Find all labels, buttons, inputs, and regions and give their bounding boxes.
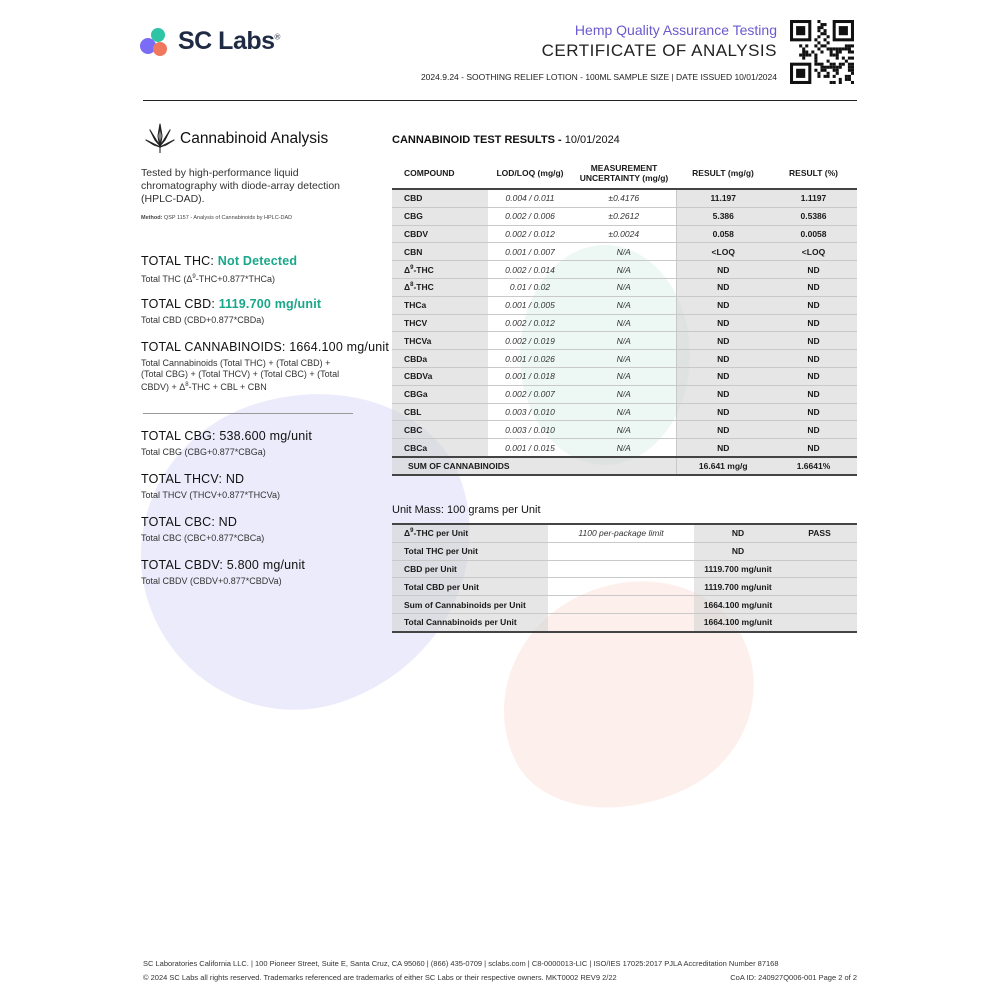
uncertainty-cell: N/A (572, 367, 676, 385)
uncertainty-cell: N/A (572, 278, 676, 296)
uncertainty-cell: N/A (572, 332, 676, 350)
unit-label: Sum of Cannabinoids per Unit (392, 596, 548, 614)
unit-value: 1664.100 mg/unit (694, 596, 782, 614)
unit-value: 1664.100 mg/unit (694, 613, 782, 631)
compound-name: CBGa (392, 385, 488, 403)
uncertainty-cell: ±0.4176 (572, 189, 676, 207)
result-pct-cell: ND (770, 439, 857, 457)
header-divider (143, 100, 857, 101)
compound-name: THCa (392, 296, 488, 314)
total-cbg-heading: TOTAL CBG: 538.600 mg/unit (141, 429, 313, 443)
unit-label: Total THC per Unit (392, 542, 548, 560)
unit-row (392, 524, 857, 542)
lod-loq-cell: 0.002 / 0.006 (488, 207, 572, 225)
result-mg-cell: ND (676, 261, 770, 279)
uncertainty-cell: N/A (572, 385, 676, 403)
table-row (392, 367, 857, 385)
total-cbc-heading: TOTAL CBC: ND (141, 515, 238, 529)
footer-copyright: © 2024 SC Labs all rights reserved. Trademarks referenced are trademarks of either SC Labs or their respective owners. MKT0002 REV9 2/22 (143, 973, 617, 982)
lod-loq-cell: 0.002 / 0.012 (488, 314, 572, 332)
compound-name: CBDVa (392, 367, 488, 385)
results-title: CANNABINOID TEST RESULTS - 10/01/2024 (392, 134, 620, 146)
cannabis-leaf-icon (145, 122, 175, 154)
result-pct-cell: ND (770, 314, 857, 332)
unit-status (782, 613, 857, 631)
uncertainty-cell: N/A (572, 296, 676, 314)
compound-name: CBN (392, 243, 488, 261)
result-pct-cell: ND (770, 350, 857, 368)
sample-subheader: 2024.9.24 - SOOTHING RELIEF LOTION - 100ML SAMPLE SIZE | DATE ISSUED 10/01/2024 (420, 72, 777, 82)
lod-loq-cell: 0.002 / 0.014 (488, 261, 572, 279)
sum-mg-cell: 16.641 mg/g (676, 457, 770, 475)
sum-row (392, 457, 857, 475)
result-pct-cell: 0.0058 (770, 225, 857, 243)
unit-label: $\Delta^9$-THC per Unit (392, 524, 548, 542)
logo-text: SC Labs (178, 27, 275, 55)
result-mg-cell: 11.197 (676, 189, 770, 207)
result-pct-cell: ND (770, 278, 857, 296)
result-mg-cell: ND (676, 332, 770, 350)
compound-name: CBCa (392, 439, 488, 457)
unit-limit (548, 578, 694, 596)
result-mg-cell: ND (676, 296, 770, 314)
table-row (392, 278, 857, 296)
qr-code-icon[interactable] (790, 20, 854, 84)
unit-value: ND (694, 542, 782, 560)
method-description: Tested by high-performance liquid chromatography with diode-array detection (HPLC-DAD). (141, 167, 341, 205)
table-row (392, 421, 857, 439)
lod-loq-cell: 0.001 / 0.015 (488, 439, 572, 457)
result-pct-cell: ND (770, 261, 857, 279)
total-cannabinoids-formula: Total Cannabinoids (Total THC) + (Total CBD) + (Total CBG) + (Total THCV) + (Total CBC) + (Total CBDV) + $\Delta^8$-THC + CBL + CBN (141, 358, 340, 392)
unit-status (782, 578, 857, 596)
result-mg-cell: 5.386 (676, 207, 770, 225)
total-cbd-formula: Total CBD (CBD+0.877*CBDa) (141, 315, 265, 325)
lod-loq-cell: 0.004 / 0.011 (488, 189, 572, 207)
total-cbc-formula: Total CBC (CBC+0.877*CBCa) (141, 533, 265, 543)
col-compound: COMPOUND (404, 168, 455, 178)
total-cbg-formula: Total CBG (CBG+0.877*CBGa) (141, 447, 266, 457)
result-mg-cell: ND (676, 385, 770, 403)
result-pct-cell: ND (770, 403, 857, 421)
total-cbdv-heading: TOTAL CBDV: 5.800 mg/unit (141, 558, 306, 572)
uncertainty-cell: N/A (572, 261, 676, 279)
unit-value: 1119.700 mg/unit (694, 578, 782, 596)
sum-label: SUM OF CANNABINOIDS (392, 457, 676, 475)
compound-name: THCV (392, 314, 488, 332)
table-row (392, 225, 857, 243)
col-uncertainty: MEASUREMENT UNCERTAINTY (mg/g) (579, 163, 669, 183)
unit-row (392, 542, 857, 560)
unit-mass-title: Unit Mass: 100 grams per Unit (392, 504, 541, 516)
left-divider (143, 413, 353, 414)
uncertainty-cell: N/A (572, 403, 676, 421)
unit-status (782, 560, 857, 578)
table-row (392, 332, 857, 350)
total-cannabinoids-heading: TOTAL CANNABINOIDS: 1664.100 mg/unit (141, 340, 390, 354)
result-mg-cell: ND (676, 314, 770, 332)
table-row (392, 261, 857, 279)
total-cbd-heading: TOTAL CBD: 1119.700 mg/unit (141, 297, 322, 311)
unit-status (782, 542, 857, 560)
result-mg-cell: ND (676, 421, 770, 439)
compound-name: CBC (392, 421, 488, 439)
unit-label: CBD per Unit (392, 560, 548, 578)
unit-limit (548, 613, 694, 631)
total-cbd-value: 1119.700 mg/unit (218, 297, 322, 311)
uncertainty-cell: N/A (572, 350, 676, 368)
footer-coa-id: CoA ID: 240927Q006-001 Page 2 of 2 (730, 973, 857, 982)
lod-loq-cell: 0.003 / 0.010 (488, 403, 572, 421)
table-row (392, 243, 857, 261)
table-row (392, 207, 857, 225)
result-pct-cell: ND (770, 385, 857, 403)
lod-loq-cell: 0.001 / 0.007 (488, 243, 572, 261)
cannabinoid-results-table (392, 158, 857, 476)
unit-row (392, 613, 857, 631)
uncertainty-cell: N/A (572, 439, 676, 457)
unit-row (392, 560, 857, 578)
hemp-qa-title: Hemp Quality Assurance Testing (574, 22, 777, 38)
cannabinoid-analysis-title: Cannabinoid Analysis (180, 130, 329, 147)
result-mg-cell: ND (676, 367, 770, 385)
uncertainty-cell: ±0.2612 (572, 207, 676, 225)
table-row (392, 403, 857, 421)
result-pct-cell: ND (770, 332, 857, 350)
uncertainty-cell: N/A (572, 314, 676, 332)
compound-name: CBL (392, 403, 488, 421)
result-mg-cell: ND (676, 403, 770, 421)
total-thcv-formula: Total THCV (THCV+0.877*THCVa) (141, 490, 280, 500)
footer-address: SC Laboratories California LLC. | 100 Pioneer Street, Suite E, Santa Cruz, CA 95060 | (866) 435-0709 | sclabs.com | C8-0000013-LIC | ISO/IES 17025:2017 PJLA Accreditation Number 87168 (143, 959, 779, 968)
unit-status (782, 596, 857, 614)
lod-loq-cell: 0.001 / 0.005 (488, 296, 572, 314)
col-result-pct: RESULT (%) (789, 168, 838, 178)
unit-results-table (392, 523, 857, 633)
col-result-mg: RESULT (mg/g) (692, 168, 754, 178)
logo-registered-mark: ® (274, 32, 280, 42)
uncertainty-cell: ±0.0024 (572, 225, 676, 243)
lod-loq-cell: 0.002 / 0.007 (488, 385, 572, 403)
compound-name: $\Delta^9$-THC (392, 261, 488, 279)
unit-limit (548, 596, 694, 614)
lod-loq-cell: 0.002 / 0.012 (488, 225, 572, 243)
unit-limit: 1100 per-package limit (548, 524, 694, 542)
result-pct-cell: ND (770, 296, 857, 314)
compound-name: $\Delta^8$-THC (392, 278, 488, 296)
lod-loq-cell: 0.01 / 0.02 (488, 278, 572, 296)
result-mg-cell: ND (676, 278, 770, 296)
total-thcv-heading: TOTAL THCV: ND (141, 472, 245, 486)
table-row (392, 385, 857, 403)
compound-name: CBD (392, 189, 488, 207)
lod-loq-cell: 0.002 / 0.019 (488, 332, 572, 350)
total-thc-value: Not Detected (217, 254, 298, 268)
table-row (392, 439, 857, 457)
result-pct-cell: ND (770, 367, 857, 385)
sum-pct-cell: 1.6641% (770, 457, 857, 475)
result-mg-cell: ND (676, 439, 770, 457)
table-row (392, 350, 857, 368)
uncertainty-cell: N/A (572, 421, 676, 439)
compound-name: THCVa (392, 332, 488, 350)
table-row (392, 314, 857, 332)
sc-labs-logo (138, 25, 288, 61)
result-mg-cell: ND (676, 350, 770, 368)
compound-name: CBG (392, 207, 488, 225)
unit-label: Total CBD per Unit (392, 578, 548, 596)
result-pct-cell: ND (770, 421, 857, 439)
unit-limit (548, 542, 694, 560)
unit-row (392, 578, 857, 596)
unit-limit (548, 560, 694, 578)
unit-value: 1119.700 mg/unit (694, 560, 782, 578)
total-cbdv-formula: Total CBDV (CBDV+0.877*CBDVa) (141, 576, 282, 586)
result-mg-cell: 0.058 (676, 225, 770, 243)
unit-value: ND (694, 524, 782, 542)
total-thc-heading: TOTAL THC: Not Detected (141, 254, 298, 268)
table-row (392, 296, 857, 314)
table-header-row (392, 158, 857, 189)
lod-loq-cell: 0.001 / 0.018 (488, 367, 572, 385)
certificate-title: CERTIFICATE OF ANALYSIS (541, 41, 777, 60)
compound-name: CBDa (392, 350, 488, 368)
method-reference: Method: QSP 1157 - Analysis of Cannabinoids by HPLC-DAD (141, 215, 293, 221)
result-mg-cell: <LOQ (676, 243, 770, 261)
uncertainty-cell: N/A (572, 243, 676, 261)
result-pct-cell: 1.1197 (770, 189, 857, 207)
unit-status: PASS (782, 524, 857, 542)
col-lodloq: LOD/LOQ (mg/g) (496, 168, 564, 178)
logo-dots-icon (138, 25, 172, 59)
unit-row (392, 596, 857, 614)
lod-loq-cell: 0.001 / 0.026 (488, 350, 572, 368)
unit-label: Total Cannabinoids per Unit (392, 613, 548, 631)
lod-loq-cell: 0.003 / 0.010 (488, 421, 572, 439)
result-pct-cell: 0.5386 (770, 207, 857, 225)
table-row (392, 189, 857, 207)
total-thc-formula: Total THC $(\Delta^9-THC+0.877*THCa)$ (141, 274, 275, 284)
result-pct-cell: <LOQ (770, 243, 857, 261)
compound-name: CBDV (392, 225, 488, 243)
